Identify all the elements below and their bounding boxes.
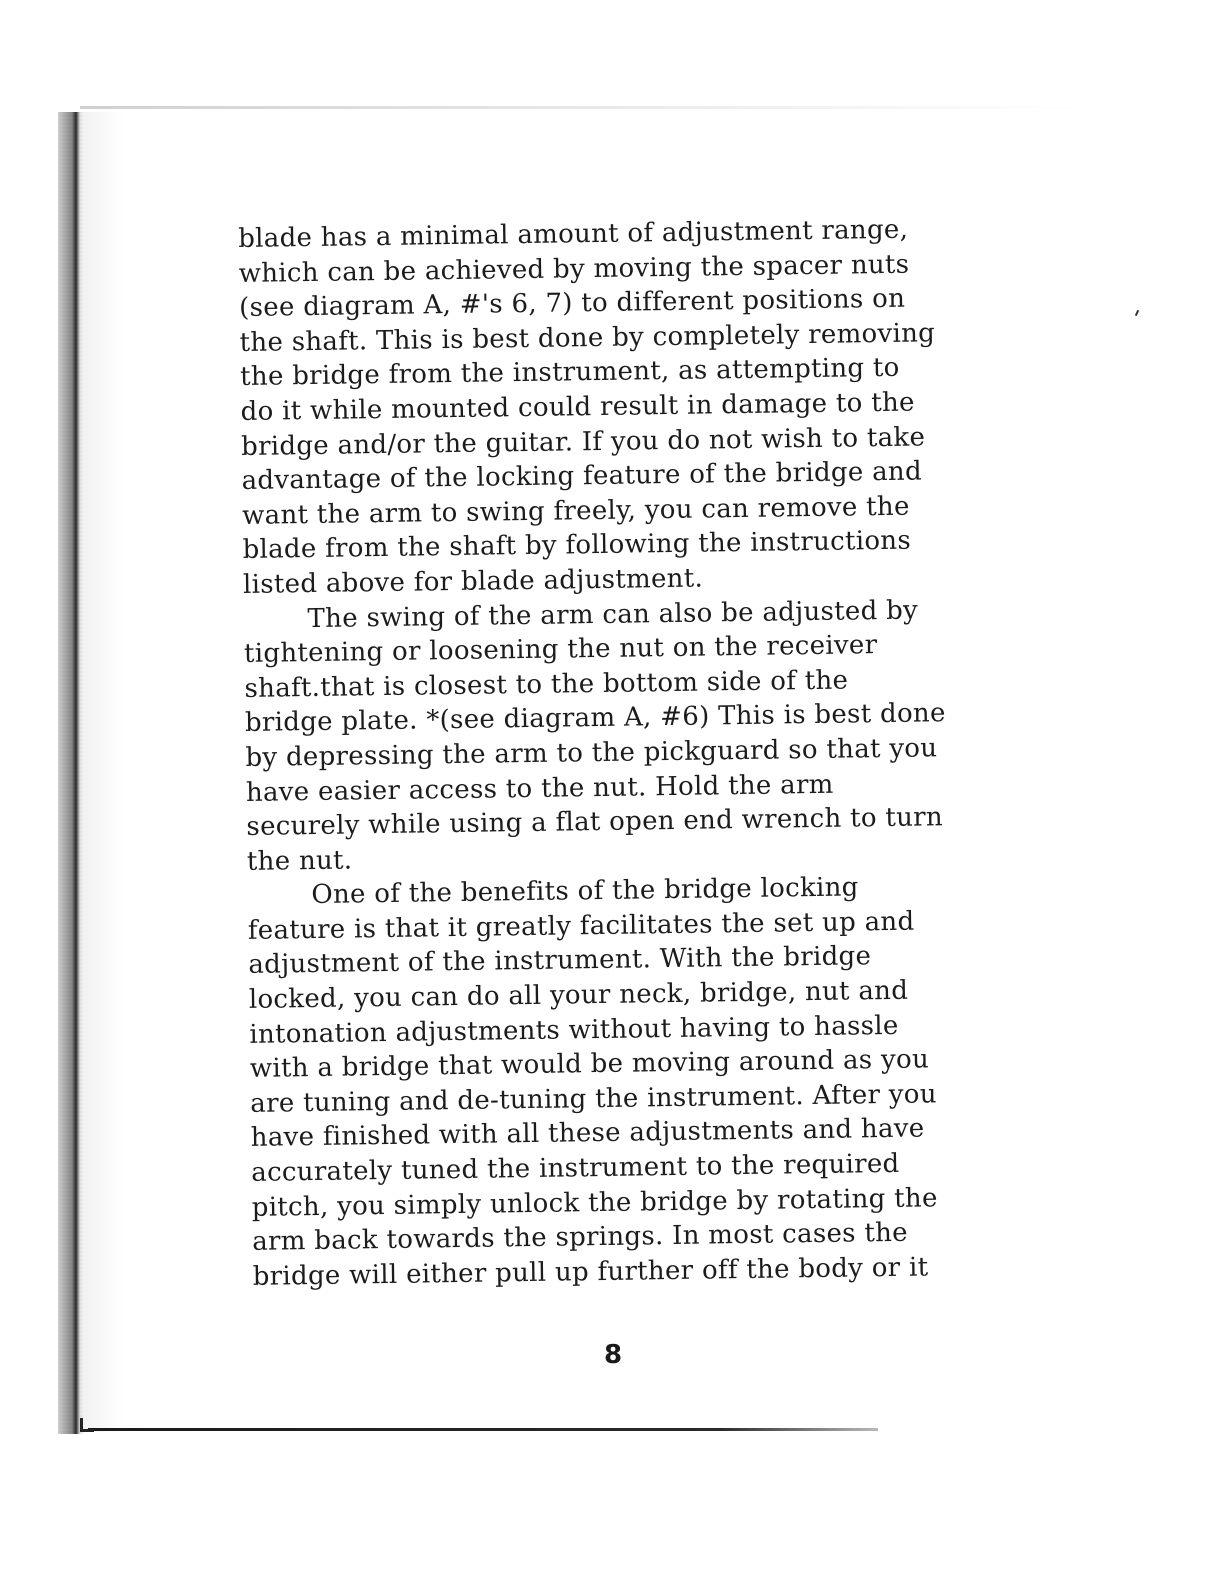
text-line: blade has a minimal amount of adjustment range, bbox=[238, 214, 909, 254]
text-line: the bridge from the instrument, as attempting to bbox=[239, 353, 900, 393]
paragraph-start-line: One of the benefits of the bridge locking bbox=[311, 872, 859, 911]
scan-top-edge bbox=[80, 106, 1080, 109]
text-line: bridge will either pull up further off the body or it bbox=[252, 1252, 929, 1292]
text-line: adjustment of the instrument. With the bridge bbox=[248, 941, 872, 981]
text-line: want the arm to swing freely, you can remove the bbox=[241, 491, 910, 531]
text-line: accurately tuned the instrument to the required bbox=[251, 1148, 900, 1188]
text-line: securely while using a flat open end wrench to turn bbox=[246, 802, 944, 843]
stray-ink-mark bbox=[1135, 310, 1139, 316]
scan-bottom-edge bbox=[88, 1428, 878, 1431]
text-line: listed above for blade adjustment. bbox=[242, 563, 704, 600]
text-line: shaft.that is closest to the bottom side of the bbox=[244, 665, 849, 704]
text-line: have finished with all these adjustments and have bbox=[250, 1113, 925, 1154]
text-line: bridge plate. *(see diagram A, #6) This is best done bbox=[244, 698, 946, 739]
text-line: blade from the shaft by following the instructions bbox=[242, 525, 912, 566]
text-line: with a bridge that would be moving around as you bbox=[249, 1044, 930, 1085]
text-line: intonation adjustments without having to hassle bbox=[249, 1010, 899, 1050]
text-line: bridge and/or the guitar. If you do not wish to take bbox=[240, 421, 926, 462]
text-line: which can be achieved by moving the spacer nuts bbox=[238, 249, 910, 289]
text-line: the nut. bbox=[246, 845, 353, 877]
text-line: by depressing the arm to the pickguard so that you bbox=[245, 733, 938, 773]
text-line: feature is that it greatly facilitates the set up and bbox=[247, 906, 915, 946]
text-line: arm back towards the springs. In most cases the bbox=[252, 1217, 909, 1258]
text-line: (see diagram A, #'s 6, 7) to different positions on bbox=[238, 283, 906, 324]
text-line: advantage of the locking feature of the bridge and bbox=[241, 456, 923, 497]
scan-binding-edge bbox=[58, 112, 84, 1434]
text-line: do it while mounted could result in damage to the bbox=[240, 387, 915, 427]
text-line: pitch, you simply unlock the bridge by rotating the bbox=[251, 1182, 938, 1223]
paragraph-start-line: The swing of the arm can also be adjusted by bbox=[307, 595, 919, 634]
page-number: 8 bbox=[604, 1340, 623, 1370]
text-line: the shaft. This is best done by completely removing bbox=[239, 318, 936, 358]
text-line: have easier access to the nut. Hold the arm bbox=[245, 769, 834, 808]
text-line: tightening or loosening the nut on the receiver bbox=[243, 630, 878, 670]
body-text bbox=[238, 211, 1033, 1294]
scan-bottom-corner bbox=[80, 1418, 94, 1432]
text-line: locked, you can do all your neck, bridge, nut and bbox=[248, 975, 909, 1015]
scan-binding-shadow bbox=[84, 112, 124, 1432]
text-line: are tuning and de-tuning the instrument. After you bbox=[250, 1079, 938, 1119]
